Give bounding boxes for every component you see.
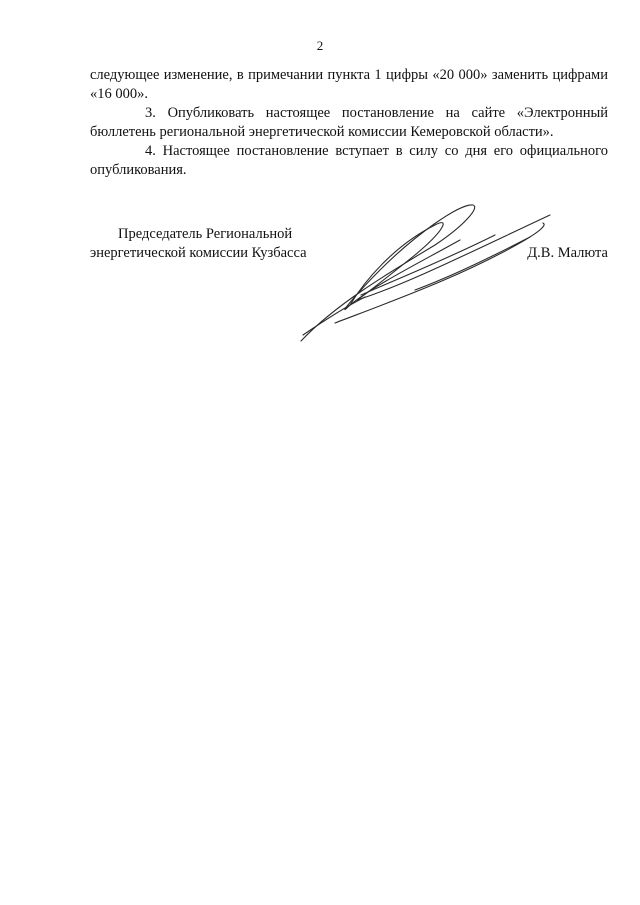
paragraph-item-3: 3. Опубликовать настоящее постановление на сайте «Электронный бюллетень региональной энергетической комиссии Кемеровской области».	[90, 105, 608, 140]
page-number: 2	[316, 38, 324, 53]
paragraph-item-4: 4. Настоящее постановление вступает в силу со дня его официального опубликования.	[90, 143, 608, 178]
signer-title-line-1: Председатель Региональной	[118, 226, 293, 242]
paragraph-continuation: следующее изменение, в примечании пункта 1 цифры «20 000» заменить цифрами «16 000».	[90, 67, 608, 102]
signer-title-line-2: энергетической комиссии Кузбасса	[90, 245, 307, 261]
handwritten-signature	[295, 195, 565, 345]
document-body	[90, 66, 608, 180]
signer-name: Д.В. Малюта	[527, 245, 608, 261]
signature-block	[90, 225, 608, 355]
